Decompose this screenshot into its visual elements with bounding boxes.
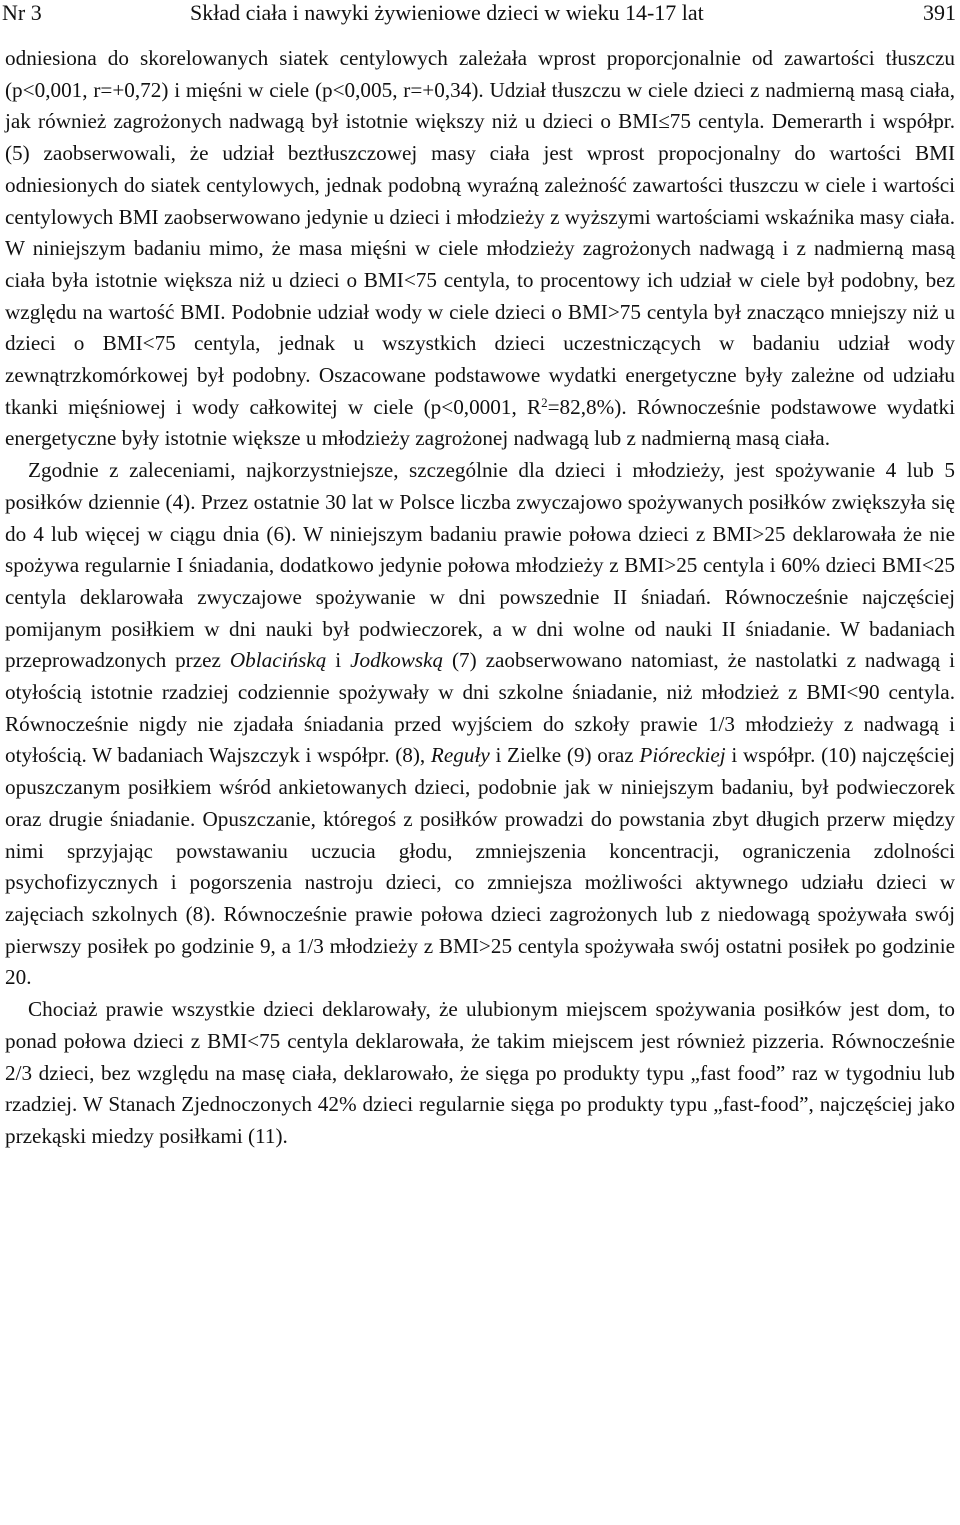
author-name: Jodkowską <box>350 648 444 673</box>
running-header <box>0 0 960 30</box>
paragraph-1-text-end: =82,8%). Równocześnie podstawowe wydatki energetyczne były istotnie większe u młodzieży zagrożonej nadwagą lub z nadmierną masą ciała. <box>5 394 955 451</box>
paragraph-2-text: i Zielke (9) oraz <box>489 743 640 768</box>
issue-number: Nr 3 <box>2 0 42 25</box>
author-name: Reguły <box>430 743 490 768</box>
paragraph-1-text: odniesiona do skorelowanych siatek centylowych zależała wprost proporcjonalnie od zawartości tłuszczu (p<0,001, r=+0,72) i mięśni w ciele (p<0,005, r=+0,34). Udział tłuszczu w ciele dzieci z nadmierną masą ciała, jak również zagrożonych nadwagą był istotnie większy niż u dzieci o BMI≤75 centyla. Demerarth i współpr. (5) zaobserwowali, że udział beztłuszczowej masy ciała jest wprost propocjonalny do wartości BMI odniesionych do siatek centylowych, jednak podobną wyraźną zależność zawartości tłuszczu w ciele i wartości centylowych BMI zaobserwowano jedynie u dzieci i młodzieży z wyższymi wartościami wskaźnika masy ciała. W niniejszym badaniu mimo, że masa mięśni w ciele młodzieży zagrożonych nadwagą i z nadmierną masą ciała była istotnie większa niż u dzieci o BMI<75 centyla, to procentowy ich udział w ciele był podobny, bez względu na wartość BMI. Podobnie udział wody w ciele dzieci o BMI>75 centyla był znacząco mniejszy niż u dzieci o BMI<75 centyla, jednak u wszystkich dzieci uczestniczących w badaniu udział wody zewnątrzkomórkowej był podobny. Oszacowane podstawowe wydatki energetyczne były zależne od udziału tkanki mięśniowej i wody całkowitej w ciele (p<0,0001, R <box>5 46 955 419</box>
paragraph-2-text: Zgodnie z zaleceniami, najkorzystniejsze, szczególnie dla dzieci i młodzieży, jest spożywanie 4 lub 5 posiłków dziennie (4). Przez ostatnie 30 lat w Polsce liczba zwyczajowo spożywanych posiłków zwiększyła się do 4 lub więcej w ciągu dnia (6). W niniejszym badaniu prawie połowa dzieci z BMI>25 deklarowała że nie spożywa regularnie I śniadania, dodatkowo jedynie połowa młodzieży z BMI>25 centyla i 60% dzieci BMI<25 centyla deklarowała zwyczajowe spożywanie w dni powszednie II śniadań. Równocześnie najczęściej pomijanym posiłkiem w dni nauki był podwieczorek, a w dni wolne od nauki II śniadanie. W badaniach przeprowadzonych przez <box>5 458 955 673</box>
paragraph-1 <box>5 43 955 455</box>
paragraph-2-text: (7) zaobserwowano natomiast, że nastolatki z nadwagą i otyłością istotnie rzadziej codziennie spożywały w dni szkolne śniadanie, niż młodzież z BMI<90 centyla. Równocześnie nigdy nie zjadała śniadania przed wyjściem do szkoły prawie 1/3 młodzieży z nadwagą i otyłością. W badaniach Wajszczyk i współpr. (8), <box>5 648 956 768</box>
author-name: Oblacińską <box>229 648 327 673</box>
paragraph-2 <box>5 455 955 994</box>
paragraph-3 <box>5 994 955 1153</box>
article-body <box>5 43 955 1153</box>
conjunction: i <box>326 648 351 673</box>
running-title: Skład ciała i nawyki żywieniowe dzieci w wieku 14-17 lat <box>190 0 704 25</box>
author-name: Pióreckiej <box>639 743 726 768</box>
paragraph-3-text: Chociaż prawie wszystkie dzieci deklarowały, że ulubionym miejscem spożywania posiłków jest dom, to ponad połowa dzieci z BMI<75 centyla deklarowała, że takim miejscem jest również pizzeria. Równocześnie 2/3 dzieci, bez względu na masę ciała, deklarowało, że sięga po produkty typu „fast food” raz w tygodniu lub rzadziej. W Stanach Zjednoczonych 42% dzieci regularnie sięga po produkty typu „fast-food”, najczęściej jako przekąski miedzy posiłkami (11). <box>5 997 955 1148</box>
page-number: 391 <box>923 0 956 25</box>
paragraph-2-text-end: i współpr. (10) najczęściej opuszczanym posiłkiem wśród ankietowanych dzieci, podobnie jak w niniejszym badaniu, był podwieczorek oraz drugie śniadanie. Opuszczanie, któregoś z posiłków prowadzi do powstania zbyt długich przerw między nimi sprzyjając powstawaniu uczucia głodu, zmniejszenia koncentracji, ograniczenia zdolności psychofizycznych i pogorszenia nastroju dzieci, co zmniejsza możliwości aktywnego udziału dzieci w zajęciach szkolnych (8). Równocześnie prawie połowa dzieci zagrożonych lub z niedowagą spożywała swój pierwszy posiłek po godzinie 9, a 1/3 młodzieży z BMI>25 centyla spożywała swój ostatni posiłek po godzinie 20. <box>5 743 955 990</box>
superscript-2: 2 <box>541 394 548 410</box>
